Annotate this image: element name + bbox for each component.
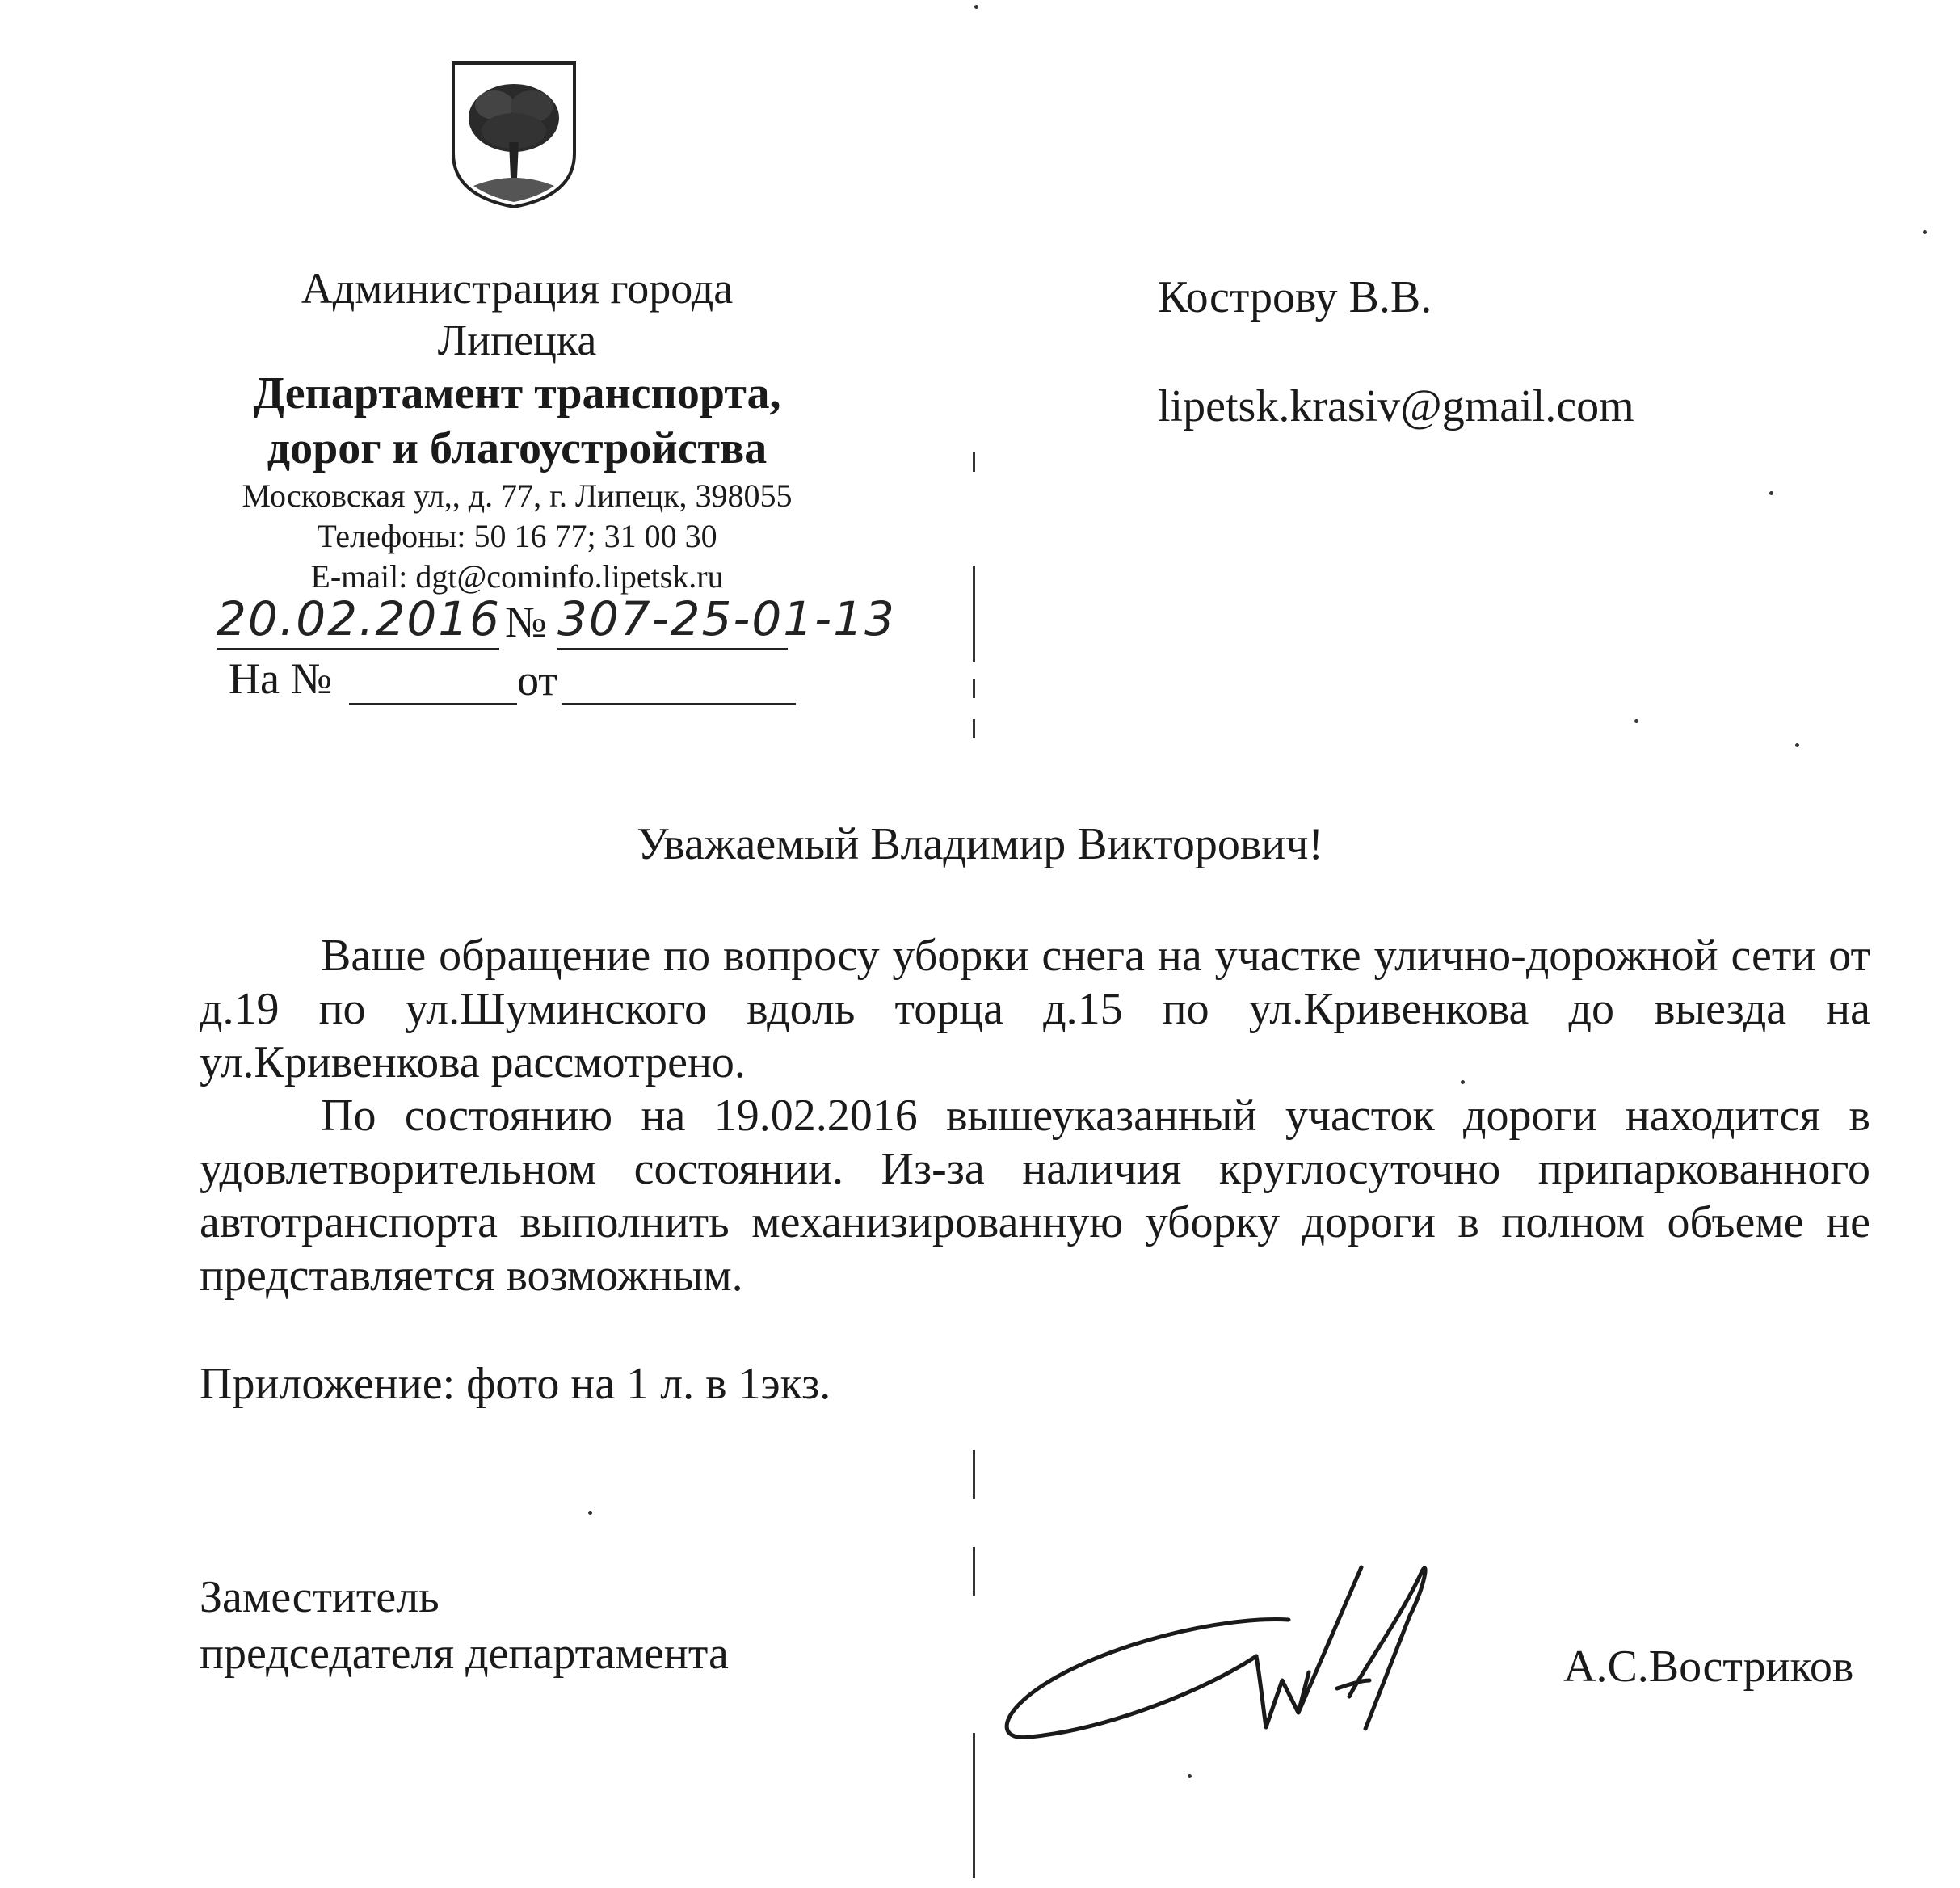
attachment-note: Приложение: фото на 1 л. в 1экз.	[200, 1359, 831, 1409]
letter-body	[200, 929, 1870, 1302]
scan-speck	[1188, 1774, 1192, 1778]
handwritten-signature	[982, 1551, 1483, 1769]
registration-date-field	[217, 591, 502, 650]
recipient-name: Кострову В.В.	[1158, 272, 1432, 322]
admin-name-line1: Администрация города	[301, 264, 734, 313]
admin-name-line2: Липецка	[437, 316, 597, 364]
signatory-title-line1: Заместитель	[200, 1572, 440, 1622]
reply-date-blank	[562, 653, 796, 705]
scan-speck	[1634, 719, 1638, 723]
reply-from-label: от	[517, 656, 557, 704]
fold-mark	[973, 719, 975, 738]
paragraph-2: По состоянию на 19.02.2016 вышеуказанный участок дороги находится в удовлетворительном состоянии. Из-за наличия круглосуточно припаркованного автотранспорта выполнить механизированную уборку дороги в полном объеме не представляется возможным.	[200, 1091, 1870, 1301]
signatory-name: А.С.Востриков	[1563, 1642, 1854, 1692]
fold-mark	[973, 1733, 975, 1878]
sender-email: E-mail: dgt@cominfo.lipetsk.ru	[310, 558, 724, 595]
fold-mark	[973, 1547, 975, 1596]
fold-mark	[973, 679, 975, 698]
reply-number-label: На №	[229, 654, 332, 703]
scan-speck	[1923, 230, 1927, 234]
salutation: Уважаемый Владимир Викторович!	[636, 819, 1324, 869]
sender-phones: Телефоны: 50 16 77; 31 00 30	[317, 518, 717, 554]
reply-number-blank	[349, 653, 517, 705]
department-name-line2: дорог и благоустройства	[267, 423, 768, 473]
scan-speck	[1769, 491, 1773, 495]
sender-address: Московская ул,, д. 77, г. Липецк, 398055	[242, 477, 793, 514]
registration-number-field	[557, 591, 896, 650]
number-label: №	[505, 598, 547, 646]
fold-mark	[973, 566, 975, 662]
sender-block	[162, 263, 873, 597]
paragraph-1: Ваше обращение по вопросу уборки снега на участке улично-дорожной сети от д.19 по ул.Шуминского вдоль торца д.15 по ул.Кривенкова до выезда на ул.Кривенкова рассмотрено.	[200, 931, 1870, 1087]
recipient-email: lipetsk.krasiv@gmail.com	[1158, 381, 1634, 431]
department-name-line1: Департамент транспорта,	[253, 368, 781, 418]
registration-number: 307-25-01-13	[557, 591, 896, 646]
registration-date: 20.02.2016	[217, 591, 502, 646]
scan-speck	[1795, 743, 1799, 747]
scan-speck	[588, 1511, 592, 1515]
coat-of-arms-tree-icon	[449, 57, 578, 210]
scan-speck	[974, 5, 978, 9]
fold-mark	[973, 1450, 975, 1499]
signatory-title-line2: председателя департамента	[200, 1629, 729, 1679]
fold-mark	[973, 452, 975, 472]
